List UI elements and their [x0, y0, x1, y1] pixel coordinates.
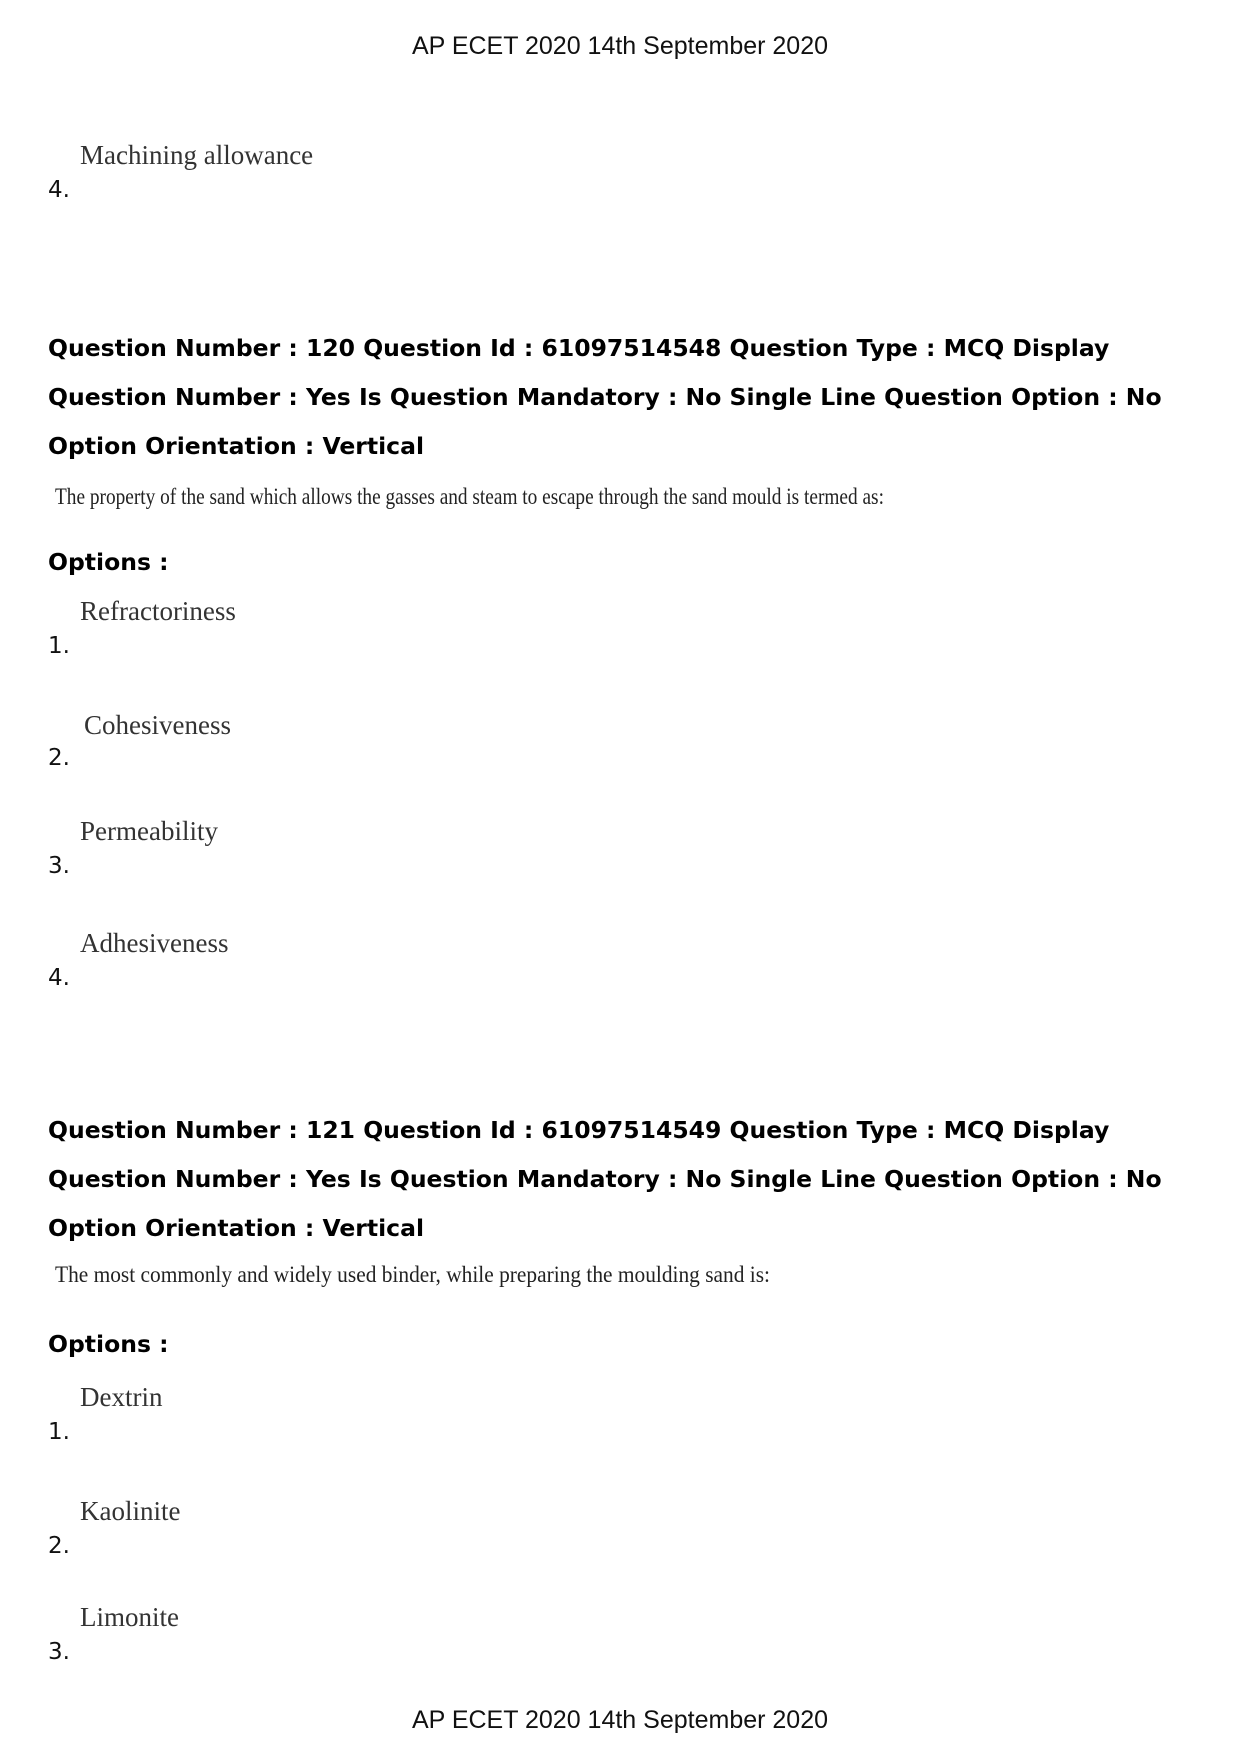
page-header: AP ECET 2020 14th September 2020: [411, 32, 829, 60]
option-number: 4.: [48, 965, 70, 991]
option-text: Dextrin: [80, 1382, 163, 1412]
question-121-option-1: [48, 1384, 748, 1444]
question-121-text: The most commonly and widely used binder, while preparing the moulding sand is:: [55, 1262, 770, 1287]
option-number: 2.: [48, 1533, 70, 1559]
option-text: Limonite: [80, 1602, 179, 1632]
option-number: 3.: [48, 1639, 70, 1665]
question-120-option-2: [48, 710, 748, 770]
question-120-text: The property of the sand which allows the gasses and steam to escape through the sand mould is termed as:: [55, 484, 884, 509]
option-text: Refractoriness: [80, 596, 236, 626]
option-number: 1.: [48, 1419, 70, 1445]
question-121-meta: Question Number : 121 Question Id : 61097514549 Question Type : MCQ Display Question Number : Yes Is Question Mandatory : No Single Line Question Option : No Option Orientation : Vertical: [48, 1116, 1162, 1242]
question-121-options-label: Options :: [48, 1330, 169, 1358]
question-120-options-label: Options :: [48, 548, 169, 576]
option-text: Machining allowance: [80, 140, 314, 170]
option-number: 3.: [48, 853, 70, 879]
question-121-option-3: [48, 1604, 748, 1664]
option-number: 1.: [48, 633, 70, 659]
option-text: Adhesiveness: [80, 928, 229, 958]
question-120-option-1: [48, 598, 748, 658]
page-footer: AP ECET 2020 14th September 2020: [411, 1706, 829, 1734]
option-text: Kaolinite: [80, 1496, 181, 1526]
option-text: Cohesiveness: [84, 710, 231, 740]
question-120-option-3: [48, 818, 748, 878]
question-120-option-4: [48, 930, 748, 990]
option-number: 2.: [48, 745, 70, 771]
question-121-option-2: [48, 1498, 748, 1558]
question-120-meta: Question Number : 120 Question Id : 61097514548 Question Type : MCQ Display Question Number : Yes Is Question Mandatory : No Single Line Question Option : No Option Orientation : Vertical: [48, 334, 1162, 460]
option-number: 4.: [48, 177, 70, 203]
option-text: Permeability: [80, 816, 218, 846]
prev-question-option-4: [48, 142, 748, 202]
